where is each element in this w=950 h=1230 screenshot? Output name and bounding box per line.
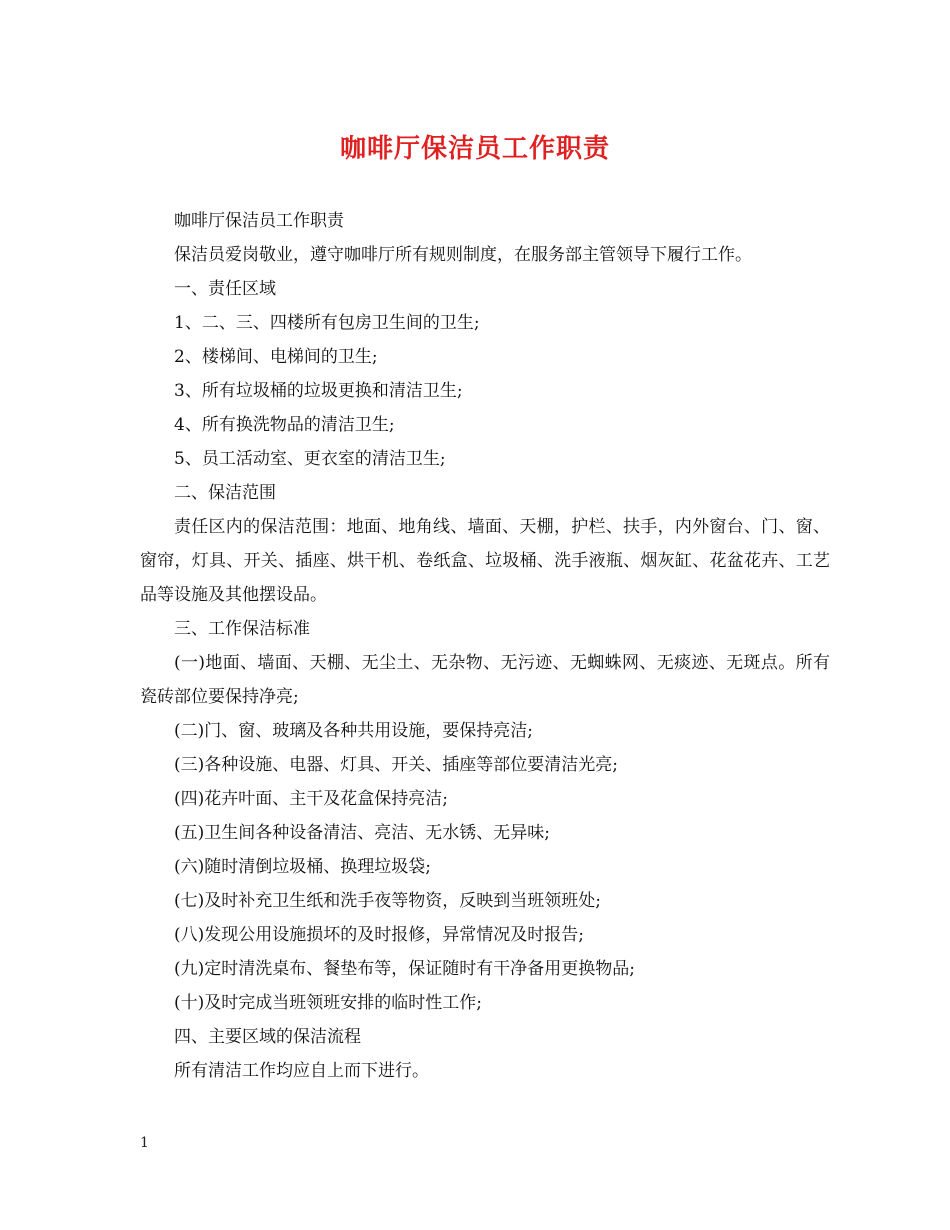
list-item: (七)及时补充卫生纸和洗手夜等物资，反映到当班领班处; bbox=[174, 891, 601, 911]
section-heading: 四、主要区域的保洁流程 bbox=[174, 1027, 361, 1047]
page-number: 1 bbox=[140, 1135, 149, 1151]
list-item: 4、所有换洗物品的清洁卫生; bbox=[174, 415, 395, 435]
list-item: 3、所有垃圾桶的垃圾更换和清洁卫生; bbox=[174, 381, 463, 401]
list-item: (九)定时清洗桌布、餐垫布等，保证随时有干净备用更换物品; bbox=[174, 959, 635, 979]
paragraph: 责任区内的保洁范围：地面、地角线、墙面、天棚，护栏、扶手，内外窗台、门、窗、窗帘，灯具、开关、插座、烘干机、卷纸盒、垃圾桶、洗手液瓶、烟灰缸、花盆花卉、工艺品等设施及其他摆设品。 bbox=[140, 517, 830, 605]
document-body bbox=[140, 204, 830, 1088]
list-item: 5、员工活动室、更衣室的清洁卫生; bbox=[174, 449, 446, 469]
list-item: (二)门、窗、玻璃及各种共用设施，要保持亮洁; bbox=[174, 721, 533, 741]
section-heading: 二、保洁范围 bbox=[174, 483, 276, 503]
list-item: (五)卫生间各种设备清洁、亮洁、无水锈、无异味; bbox=[174, 823, 550, 843]
document-title: 咖啡厅保洁员工作职责 bbox=[339, 134, 610, 164]
paragraph: 所有清洁工作均应自上而下进行。 bbox=[174, 1061, 429, 1081]
section-heading: 三、工作保洁标准 bbox=[174, 619, 310, 639]
paragraph: 咖啡厅保洁员工作职责 bbox=[174, 211, 344, 231]
list-item: (三)各种设施、电器、灯具、开关、插座等部位要清洁光亮; bbox=[174, 755, 618, 775]
list-item: (四)花卉叶面、主干及花盒保持亮洁; bbox=[174, 789, 448, 809]
list-item: (一)地面、墙面、天棚、无尘土、无杂物、无污迹、无蜘蛛网、无痰迹、无斑点。所有瓷砖部位要保持净亮; bbox=[140, 653, 830, 707]
section-heading: 一、责任区域 bbox=[174, 279, 276, 299]
list-item: 2、楼梯间、电梯间的卫生; bbox=[174, 347, 378, 367]
list-item: 1、二、三、四楼所有包房卫生间的卫生; bbox=[174, 313, 480, 333]
list-item: (六)随时清倒垃圾桶、换理垃圾袋; bbox=[174, 857, 431, 877]
list-item: (十)及时完成当班领班安排的临时性工作; bbox=[174, 993, 482, 1013]
list-item: (八)发现公用设施损坏的及时报修，异常情况及时报告; bbox=[174, 925, 584, 945]
paragraph: 保洁员爱岗敬业，遵守咖啡厅所有规则制度，在服务部主管领导下履行工作。 bbox=[174, 245, 752, 265]
